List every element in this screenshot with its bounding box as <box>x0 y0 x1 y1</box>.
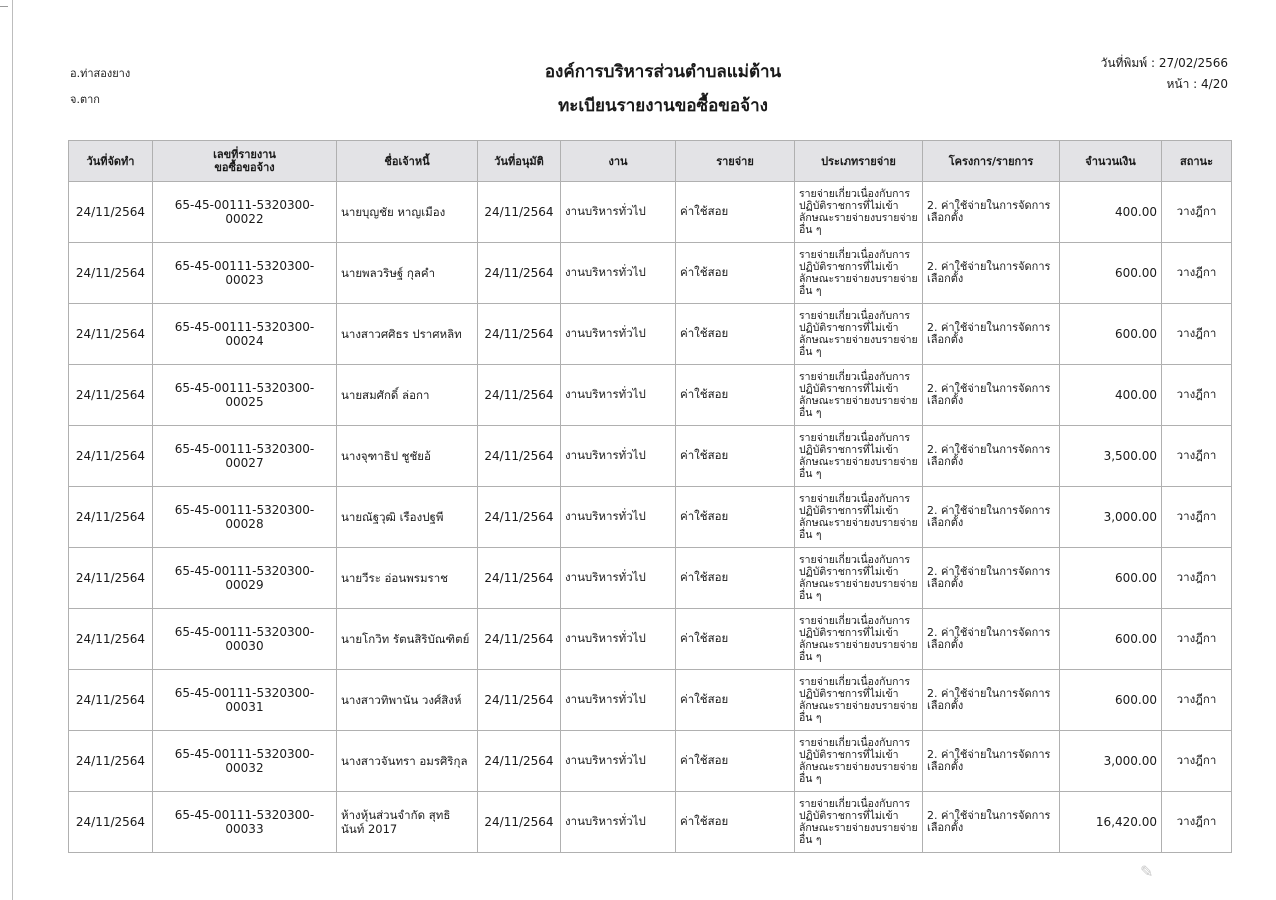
cell-approved: 24/11/2564 <box>478 182 561 243</box>
table-row <box>69 304 1232 365</box>
col-header-status: สถานะ <box>1162 141 1232 182</box>
cell-creditor: นายพลวริษฐ์ กุลคำ <box>337 243 478 304</box>
cell-type: รายจ่ายเกี่ยวเนื่องกับการปฏิบัติราชการที่ไม่เข้าลักษณะรายจ่ายงบรายจ่ายอื่น ๆ <box>795 670 923 731</box>
cell-report-no: 65-45-00111-5320300-00032 <box>153 731 337 792</box>
cell-amount: 600.00 <box>1060 670 1162 731</box>
table-body <box>69 182 1232 853</box>
cell-project: 2. ค่าใช้จ่ายในการจัดการเลือกตั้ง <box>923 731 1060 792</box>
table-row <box>69 365 1232 426</box>
col-header-approved: วันที่อนุมัติ <box>478 141 561 182</box>
cell-date: 24/11/2564 <box>69 304 153 365</box>
cell-expense: ค่าใช้สอย <box>676 731 795 792</box>
cell-status: วางฎีกา <box>1162 548 1232 609</box>
cell-expense: ค่าใช้สอย <box>676 304 795 365</box>
cell-amount: 16,420.00 <box>1060 792 1162 853</box>
org-title: องค์การบริหารส่วนตำบลแม่ต้าน <box>544 62 782 82</box>
cell-report-no: 65-45-00111-5320300-00022 <box>153 182 337 243</box>
cell-date: 24/11/2564 <box>69 487 153 548</box>
pencil-scribble: ✎ <box>1140 862 1155 881</box>
col-header-date: วันที่จัดทำ <box>69 141 153 182</box>
cell-type: รายจ่ายเกี่ยวเนื่องกับการปฏิบัติราชการที่ไม่เข้าลักษณะรายจ่ายงบรายจ่ายอื่น ๆ <box>795 792 923 853</box>
table-row <box>69 609 1232 670</box>
cell-work: งานบริหารทั่วไป <box>561 487 676 548</box>
cell-status: วางฎีกา <box>1162 365 1232 426</box>
district-label: อ.ท่าสองยาง <box>70 67 131 80</box>
cell-expense: ค่าใช้สอย <box>676 365 795 426</box>
cell-expense: ค่าใช้สอย <box>676 670 795 731</box>
col-header-work: งาน <box>561 141 676 182</box>
cell-work: งานบริหารทั่วไป <box>561 426 676 487</box>
cell-creditor: นายณัฐวุฒิ เรืองปฐพี <box>337 487 478 548</box>
cell-type: รายจ่ายเกี่ยวเนื่องกับการปฏิบัติราชการที่ไม่เข้าลักษณะรายจ่ายงบรายจ่ายอื่น ๆ <box>795 609 923 670</box>
cell-type: รายจ่ายเกี่ยวเนื่องกับการปฏิบัติราชการที่ไม่เข้าลักษณะรายจ่ายงบรายจ่ายอื่น ๆ <box>795 243 923 304</box>
cell-amount: 600.00 <box>1060 548 1162 609</box>
col-header-report-no-line2: ขอซื้อขอจ้าง <box>214 161 275 174</box>
cell-creditor: นายโกวิท รัตนสิริบัณฑิตย์ <box>337 609 478 670</box>
cell-project: 2. ค่าใช้จ่ายในการจัดการเลือกตั้ง <box>923 670 1060 731</box>
cell-project: 2. ค่าใช้จ่ายในการจัดการเลือกตั้ง <box>923 609 1060 670</box>
report-title: ทะเบียนรายงานขอซื้อขอจ้าง <box>558 96 768 116</box>
cell-project: 2. ค่าใช้จ่ายในการจัดการเลือกตั้ง <box>923 548 1060 609</box>
cell-work: งานบริหารทั่วไป <box>561 304 676 365</box>
table-row <box>69 792 1232 853</box>
cell-approved: 24/11/2564 <box>478 609 561 670</box>
cell-work: งานบริหารทั่วไป <box>561 548 676 609</box>
cell-creditor: นายสมศักดิ์ ล่อกา <box>337 365 478 426</box>
cell-type: รายจ่ายเกี่ยวเนื่องกับการปฏิบัติราชการที่ไม่เข้าลักษณะรายจ่ายงบรายจ่ายอื่น ๆ <box>795 426 923 487</box>
cell-approved: 24/11/2564 <box>478 670 561 731</box>
cell-project: 2. ค่าใช้จ่ายในการจัดการเลือกตั้ง <box>923 243 1060 304</box>
cell-work: งานบริหารทั่วไป <box>561 609 676 670</box>
cell-creditor: นางสาวทิพานัน วงศ์สิงห์ <box>337 670 478 731</box>
cell-expense: ค่าใช้สอย <box>676 548 795 609</box>
cell-date: 24/11/2564 <box>69 182 153 243</box>
cell-project: 2. ค่าใช้จ่ายในการจัดการเลือกตั้ง <box>923 304 1060 365</box>
cell-date: 24/11/2564 <box>69 365 153 426</box>
cell-project: 2. ค่าใช้จ่ายในการจัดการเลือกตั้ง <box>923 365 1060 426</box>
col-header-type: ประเภทรายจ่าย <box>795 141 923 182</box>
cell-report-no: 65-45-00111-5320300-00033 <box>153 792 337 853</box>
cell-type: รายจ่ายเกี่ยวเนื่องกับการปฏิบัติราชการที่ไม่เข้าลักษณะรายจ่ายงบรายจ่ายอื่น ๆ <box>795 365 923 426</box>
table-row <box>69 426 1232 487</box>
cell-approved: 24/11/2564 <box>478 487 561 548</box>
col-header-report-no <box>153 141 337 182</box>
cell-creditor: นางจุฑาธิป ชูชัยอ้ <box>337 426 478 487</box>
table-header-row <box>69 141 1232 182</box>
cell-report-no: 65-45-00111-5320300-00028 <box>153 487 337 548</box>
cell-report-no: 65-45-00111-5320300-00025 <box>153 365 337 426</box>
cell-date: 24/11/2564 <box>69 609 153 670</box>
procurement-register-table <box>68 140 1232 853</box>
cell-approved: 24/11/2564 <box>478 548 561 609</box>
cell-date: 24/11/2564 <box>69 792 153 853</box>
cell-type: รายจ่ายเกี่ยวเนื่องกับการปฏิบัติราชการที่ไม่เข้าลักษณะรายจ่ายงบรายจ่ายอื่น ๆ <box>795 182 923 243</box>
table-row <box>69 487 1232 548</box>
cell-date: 24/11/2564 <box>69 731 153 792</box>
cell-type: รายจ่ายเกี่ยวเนื่องกับการปฏิบัติราชการที่ไม่เข้าลักษณะรายจ่ายงบรายจ่ายอื่น ๆ <box>795 487 923 548</box>
cell-amount: 400.00 <box>1060 182 1162 243</box>
cell-work: งานบริหารทั่วไป <box>561 182 676 243</box>
cell-approved: 24/11/2564 <box>478 243 561 304</box>
cell-amount: 600.00 <box>1060 609 1162 670</box>
cell-status: วางฎีกา <box>1162 792 1232 853</box>
table-row <box>69 243 1232 304</box>
cell-type: รายจ่ายเกี่ยวเนื่องกับการปฏิบัติราชการที่ไม่เข้าลักษณะรายจ่ายงบรายจ่ายอื่น ๆ <box>795 731 923 792</box>
cell-status: วางฎีกา <box>1162 731 1232 792</box>
cell-creditor: นายบุญชัย หาญเมือง <box>337 182 478 243</box>
cell-project: 2. ค่าใช้จ่ายในการจัดการเลือกตั้ง <box>923 182 1060 243</box>
table-row <box>69 548 1232 609</box>
cell-amount: 400.00 <box>1060 365 1162 426</box>
cell-expense: ค่าใช้สอย <box>676 792 795 853</box>
cell-status: วางฎีกา <box>1162 426 1232 487</box>
table-row <box>69 731 1232 792</box>
cell-amount: 600.00 <box>1060 243 1162 304</box>
cell-status: วางฎีกา <box>1162 609 1232 670</box>
cell-approved: 24/11/2564 <box>478 426 561 487</box>
cell-work: งานบริหารทั่วไป <box>561 365 676 426</box>
col-header-report-no-line1: เลขที่รายงาน <box>213 148 276 161</box>
cell-creditor: นางสาวศศิธร ปราศหลิท <box>337 304 478 365</box>
cell-approved: 24/11/2564 <box>478 304 561 365</box>
cell-report-no: 65-45-00111-5320300-00031 <box>153 670 337 731</box>
cell-work: งานบริหารทั่วไป <box>561 243 676 304</box>
cell-type: รายจ่ายเกี่ยวเนื่องกับการปฏิบัติราชการที่ไม่เข้าลักษณะรายจ่ายงบรายจ่ายอื่น ๆ <box>795 548 923 609</box>
cell-project: 2. ค่าใช้จ่ายในการจัดการเลือกตั้ง <box>923 426 1060 487</box>
cell-approved: 24/11/2564 <box>478 792 561 853</box>
cell-creditor: ห้างหุ้นส่วนจำกัด สุทธินันท์ 2017 <box>337 792 478 853</box>
cell-amount: 3,500.00 <box>1060 426 1162 487</box>
cell-creditor: นายวีระ อ่อนพรมราช <box>337 548 478 609</box>
table-row <box>69 670 1232 731</box>
cell-project: 2. ค่าใช้จ่ายในการจัดการเลือกตั้ง <box>923 792 1060 853</box>
cell-status: วางฎีกา <box>1162 304 1232 365</box>
cell-amount: 3,000.00 <box>1060 731 1162 792</box>
cell-date: 24/11/2564 <box>69 670 153 731</box>
cell-report-no: 65-45-00111-5320300-00029 <box>153 548 337 609</box>
col-header-amount: จำนวนเงิน <box>1060 141 1162 182</box>
cell-approved: 24/11/2564 <box>478 365 561 426</box>
table-row <box>69 182 1232 243</box>
cell-expense: ค่าใช้สอย <box>676 609 795 670</box>
cell-date: 24/11/2564 <box>69 548 153 609</box>
col-header-expense: รายจ่าย <box>676 141 795 182</box>
cell-creditor: นางสาวจันทรา อมรศิริกุล <box>337 731 478 792</box>
cell-expense: ค่าใช้สอย <box>676 243 795 304</box>
scan-corner-mark <box>0 0 8 7</box>
col-header-creditor: ชื่อเจ้าหนี้ <box>337 141 478 182</box>
cell-date: 24/11/2564 <box>69 426 153 487</box>
cell-work: งานบริหารทั่วไป <box>561 670 676 731</box>
cell-project: 2. ค่าใช้จ่ายในการจัดการเลือกตั้ง <box>923 487 1060 548</box>
cell-report-no: 65-45-00111-5320300-00030 <box>153 609 337 670</box>
cell-approved: 24/11/2564 <box>478 731 561 792</box>
page-number: หน้า : 4/20 <box>1166 77 1228 91</box>
cell-report-no: 65-45-00111-5320300-00023 <box>153 243 337 304</box>
cell-type: รายจ่ายเกี่ยวเนื่องกับการปฏิบัติราชการที่ไม่เข้าลักษณะรายจ่ายงบรายจ่ายอื่น ๆ <box>795 304 923 365</box>
cell-work: งานบริหารทั่วไป <box>561 792 676 853</box>
cell-report-no: 65-45-00111-5320300-00024 <box>153 304 337 365</box>
cell-expense: ค่าใช้สอย <box>676 182 795 243</box>
cell-expense: ค่าใช้สอย <box>676 487 795 548</box>
cell-status: วางฎีกา <box>1162 487 1232 548</box>
cell-status: วางฎีกา <box>1162 670 1232 731</box>
page-edge-line <box>12 0 13 900</box>
cell-status: วางฎีกา <box>1162 182 1232 243</box>
col-header-project: โครงการ/รายการ <box>923 141 1060 182</box>
cell-amount: 3,000.00 <box>1060 487 1162 548</box>
cell-expense: ค่าใช้สอย <box>676 426 795 487</box>
cell-date: 24/11/2564 <box>69 243 153 304</box>
cell-status: วางฎีกา <box>1162 243 1232 304</box>
province-label: จ.ตาก <box>70 93 100 106</box>
cell-report-no: 65-45-00111-5320300-00027 <box>153 426 337 487</box>
cell-work: งานบริหารทั่วไป <box>561 731 676 792</box>
cell-amount: 600.00 <box>1060 304 1162 365</box>
print-date: วันที่พิมพ์ : 27/02/2566 <box>1100 56 1228 70</box>
